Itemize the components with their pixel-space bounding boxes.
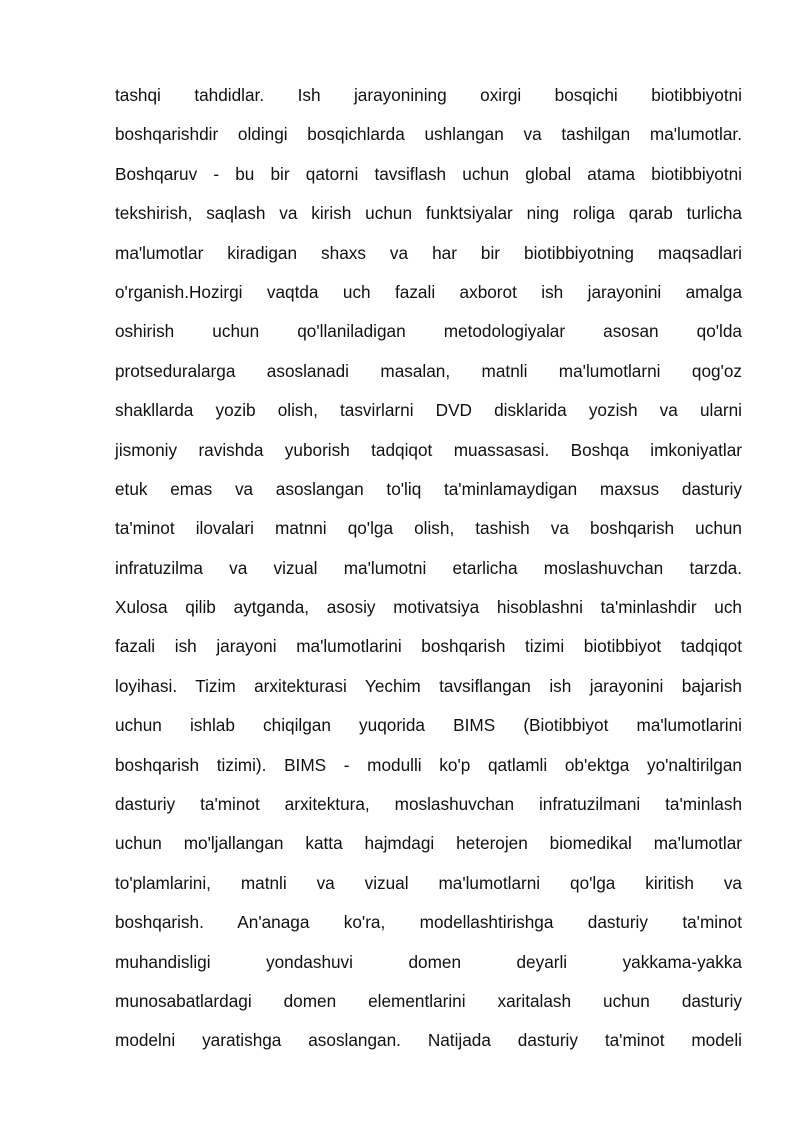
text-line: munosabatlardagi domen elementlarini xaritalash uchun dasturiy bbox=[115, 990, 742, 1011]
text-line: etuk emas va asoslangan to'liq ta'minlamaydigan maxsus dasturiy bbox=[115, 478, 742, 499]
text-line: protseduralarga asoslanadi masalan, matnli ma'lumotlarni qog'oz bbox=[115, 360, 742, 381]
text-line: boshqarishdir oldingi bosqichlarda ushlangan va tashilgan ma'lumotlar. bbox=[115, 124, 742, 145]
text-line: infratuzilma va vizual ma'lumotni etarlicha moslashuvchan tarzda. bbox=[115, 557, 742, 578]
text-line: tashqi tahdidlar. Ish jarayonining oxirgi bosqichi biotibbiyotni bbox=[115, 85, 742, 105]
text-line: ta'minot ilovalari matnni qo'lga olish, tashish va boshqarish uchun bbox=[115, 518, 742, 539]
text-line: Xulosa qilib aytganda, asosiy motivatsiya hisoblashni ta'minlashdir uch bbox=[115, 597, 742, 618]
text-line: o'rganish.Hozirgi vaqtda uch fazali axborot ish jarayonini amalga bbox=[115, 281, 742, 302]
text-line: loyihasi. Tizim arxitekturasi Yechim tavsiflangan ish jarayonini bajarish bbox=[115, 675, 742, 696]
text-line: Boshqaruv - bu bir qatorni tavsiflash uchun global atama biotibbiyotni bbox=[115, 163, 742, 184]
text-line: dasturiy ta'minot arxitektura, moslashuvchan infratuzilmani ta'minlash bbox=[115, 794, 742, 815]
text-line: uchun ishlab chiqilgan yuqorida BIMS (Biotibbiyot ma'lumotlarini bbox=[115, 715, 742, 736]
text-line: modelni yaratishga asoslangan. Natijada dasturiy ta'minot modeli bbox=[115, 1030, 742, 1051]
text-line: shakllarda yozib olish, tasvirlarni DVD disklarida yozish va ularni bbox=[115, 400, 742, 421]
text-line: ma'lumotlar kiradigan shaxs va har bir biotibbiyotning maqsadlari bbox=[115, 242, 742, 263]
text-line: muhandisligi yondashuvi domen deyarli yakkama-yakka bbox=[115, 951, 742, 972]
text-line: uchun mo'ljallangan katta hajmdagi heterojen biomedikal ma'lumotlar bbox=[115, 833, 742, 854]
body-paragraph bbox=[115, 76, 742, 1061]
text-line: fazali ish jarayoni ma'lumotlarini boshqarish tizimi biotibbiyot tadqiqot bbox=[115, 636, 742, 657]
text-line: to'plamlarini, matnli va vizual ma'lumotlarni qo'lga kiritish va bbox=[115, 872, 742, 893]
text-line: tekshirish, saqlash va kirish uchun funktsiyalar ning roliga qarab turlicha bbox=[115, 203, 742, 224]
text-line: jismoniy ravishda yuborish tadqiqot muassasasi. Boshqa imkoniyatlar bbox=[115, 439, 742, 460]
text-line: boshqarish. An'anaga ko'ra, modellashtirishga dasturiy ta'minot bbox=[115, 912, 742, 933]
text-line: oshirish uchun qo'llaniladigan metodologiyalar asosan qo'lda bbox=[115, 321, 742, 342]
text-line: boshqarish tizimi). BIMS - modulli ko'p qatlamli ob'ektga yo'naltirilgan bbox=[115, 754, 742, 775]
